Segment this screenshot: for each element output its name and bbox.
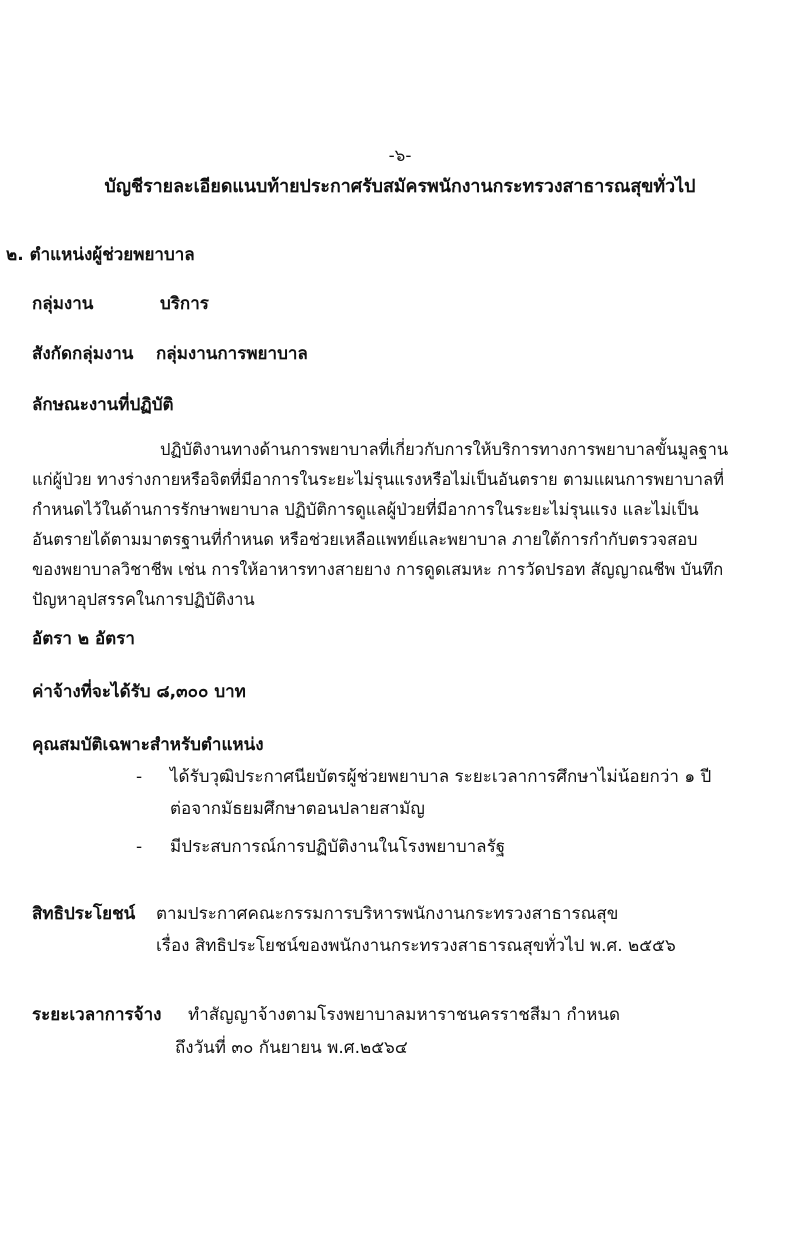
qualification-item-1: ได้รับวุฒิประกาศนียบัตรผู้ช่วยพยาบาล ระยะเวลาการศึกษาไม่น้อยกว่า ๑ ปี bbox=[170, 767, 712, 787]
duties-line-1: ปฏิบัติงานทางด้านการพยาบาลที่เกี่ยวกับการให้บริการทางการพยาบาลขั้นมูลฐาน bbox=[160, 440, 729, 459]
benefits-label: สิทธิประโยชน์ bbox=[32, 904, 136, 924]
document-title: บัญชีรายละเอียดแนบท้ายประกาศรับสมัครพนักงานกระทรวงสาธารณสุขทั่วไป bbox=[104, 176, 696, 197]
affiliation-label: สังกัดกลุ่มงาน bbox=[32, 344, 134, 364]
rate-line: อัตรา ๒ อัตรา bbox=[32, 629, 135, 649]
qualification-item-2: มีประสบการณ์การปฏิบัติงานในโรงพยาบาลรัฐ bbox=[170, 837, 506, 857]
duties-line-4: อันตรายได้ตามมาตรฐานที่กำหนด หรือช่วยเหลือแพทย์และพยาบาล ภายใต้การกำกับตรวจสอบ bbox=[32, 530, 698, 549]
qualification-bullet-2: - bbox=[136, 837, 143, 857]
duties-line-2: แก่ผู้ป่วย ทางร่างกายหรือจิตที่มีอาการในระยะไม่รุนแรงหรือไม่เป็นอันตราย ตามแผนการพยาบาลที่ bbox=[32, 470, 725, 489]
page-number: -๖- bbox=[388, 145, 412, 165]
duties-heading: ลักษณะงานที่ปฏิบัติ bbox=[32, 395, 174, 415]
work-group-label: กลุ่มงาน bbox=[32, 294, 94, 314]
duties-line-5: ของพยาบาลวิชาชีพ เช่น การให้อาหารทางสายยาง การดูดเสมหะ การวัดปรอท สัญญาณชีพ บันทึก bbox=[32, 560, 724, 579]
benefits-line-2: เรื่อง สิทธิประโยชน์ของพนักงานกระทรวงสาธารณสุขทั่วไป พ.ศ. ๒๕๕๖ bbox=[156, 936, 676, 956]
benefits-line-1: ตามประกาศคณะกรรมการบริหารพนักงานกระทรวงสาธารณสุข bbox=[156, 904, 619, 924]
position-heading: ๒. ตำแหน่งผู้ช่วยพยาบาล bbox=[6, 245, 195, 265]
affiliation-value: กลุ่มงานการพยาบาล bbox=[156, 344, 308, 364]
duties-line-6: ปัญหาอุปสรรคในการปฏิบัติงาน bbox=[32, 590, 255, 609]
qualifications-heading: คุณสมบัติเฉพาะสำหรับตำแหน่ง bbox=[32, 735, 264, 755]
salary-line: ค่าจ้างที่จะได้รับ ๘,๓๐๐ บาท bbox=[32, 682, 246, 702]
qualification-bullet-1: - bbox=[136, 767, 143, 787]
contract-line-1: ทำสัญญาจ้างตามโรงพยาบาลมหาราชนครราชสีมา กำหนด bbox=[188, 1005, 621, 1025]
duties-line-3: กำหนดไว้ในด้านการรักษาพยาบาล ปฏิบัติการดูแลผู้ป่วยที่มีอาการในระยะไม่รุนแรง และไม่เป็น bbox=[32, 500, 699, 519]
contract-line-2: ถึงวันที่ ๓๐ กันยายน พ.ศ.๒๕๖๔ bbox=[175, 1038, 408, 1058]
qualification-item-1-cont: ต่อจากมัธยมศึกษาตอนปลายสามัญ bbox=[170, 799, 425, 819]
contract-label: ระยะเวลาการจ้าง bbox=[32, 1005, 162, 1025]
work-group-value: บริการ bbox=[160, 294, 209, 314]
